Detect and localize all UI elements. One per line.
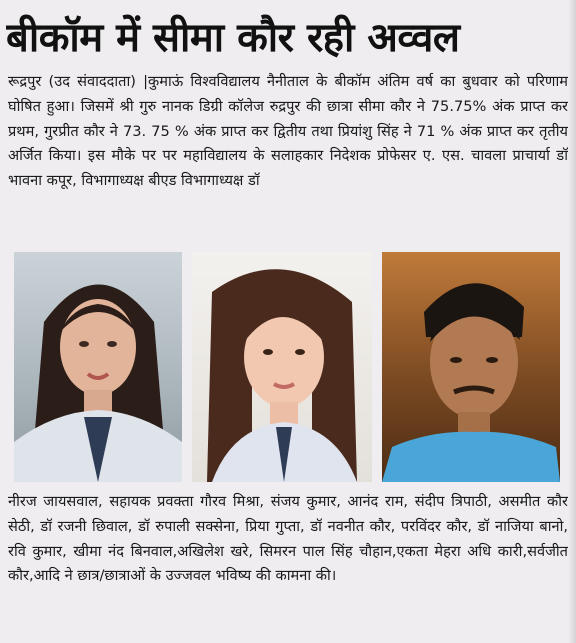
headline: बीकॉम में सीमा कौर रही अव्वल bbox=[6, 14, 460, 61]
page-edge-shadow bbox=[568, 0, 576, 643]
portrait-girl-1 bbox=[14, 252, 182, 482]
photo-student-3 bbox=[382, 252, 560, 482]
portrait-girl-2 bbox=[192, 252, 372, 482]
photo-strip bbox=[14, 252, 560, 482]
photo-student-1 bbox=[14, 252, 182, 482]
article-paragraph-bottom: नीरज जायसवाल, सहायक प्रवक्ता गौरव मिश्रा, संजय कुमार, आनंद राम, संदीप त्रिपाठी, असमीत कौर सेठी, डॉ रजनी छिवाल, डॉ रुपाली सक्सेना, प्रिया गुप्ता, डॉ नवनीत कौर, परविंदर कौर, डॉ नाजिया बानो, रवि कुमार, खीमा नंद बिनवाल,अखिलेश खरे, सिमरन पाल सिंह चौहान,एकता मेहरा अधि कारी,सर्वजीत कौर,आदि ने छात्र/छात्राओं के उज्जवल भविष्य की कामना की। bbox=[8, 493, 568, 585]
photo-student-2 bbox=[192, 252, 372, 482]
portrait-boy bbox=[382, 252, 560, 482]
article-paragraph-top: रूद्रपुर (उद संवाददाता) |कुमाऊं विश्वविद्यालय नैनीताल के बीकॉम अंतिम वर्ष का बुधवार को परिणाम घोषित हुआ। जिसमें श्री गुरु नानक डिग्री कॉलेज रुद्रपुर की छात्रा सीमा कौर ने 75.75% अंक प्राप्त कर प्रथम, गुरप्रीत कौर ने 73. 75 % अंक प्राप्त कर द्वितीय तथा प्रियांशु सिंह ने 71 % अंक प्राप्त कर तृतीय अर्जित किया। इस मौके पर पर महाविद्यालय के सलाहकार निदेशक प्रोफेसर ए. एस. चावला प्राचार्या डॉ भावना कपूर, विभागाध्यक्ष बीएड विभागाध्यक्ष डॉ bbox=[8, 73, 568, 190]
